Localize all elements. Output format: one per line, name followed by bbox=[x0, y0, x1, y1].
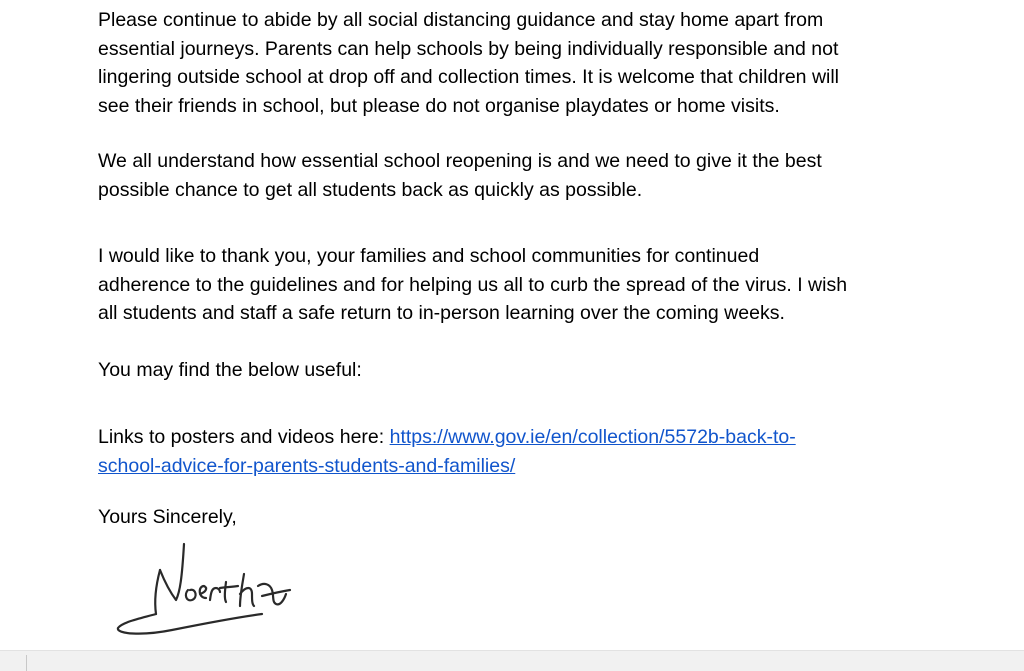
links-prefix: Links to posters and videos here: bbox=[98, 426, 390, 448]
bottom-status-bar bbox=[0, 650, 1024, 671]
text-line: You may find the below useful: bbox=[98, 359, 362, 381]
text-line: essential journeys. Parents can help schools by being individually responsible and not bbox=[98, 37, 839, 60]
text-line: I would like to thank you, your families and school communities for continued bbox=[98, 245, 760, 267]
paragraph-social-distancing bbox=[98, 6, 958, 120]
text-line bbox=[98, 452, 958, 481]
text-line: We all understand how essential school reopening is and we need to give it the best bbox=[98, 150, 822, 172]
paragraph-useful bbox=[98, 356, 958, 385]
paragraph-links bbox=[98, 423, 958, 480]
text-line: possible chance to get all students back as quickly as possible. bbox=[98, 178, 643, 201]
bottom-bar-divider bbox=[26, 655, 27, 671]
closing-text bbox=[98, 503, 958, 532]
paragraph-thanks bbox=[98, 242, 958, 328]
text-line: Please continue to abide by all social distancing guidance and stay home apart from bbox=[98, 9, 824, 31]
gov-link-part2[interactable]: school-advice-for-parents-students-and-families/ bbox=[98, 454, 516, 477]
text-line: adherence to the guidelines and for helping us all to curb the spread of the virus. I wish bbox=[98, 273, 848, 296]
signature-image bbox=[112, 530, 312, 642]
text-line bbox=[98, 423, 958, 452]
text-line: see their friends in school, but please do not organise playdates or home visits. bbox=[98, 94, 780, 117]
paragraph-school-reopening bbox=[98, 147, 958, 204]
text-line: lingering outside school at drop off and collection times. It is welcome that children will bbox=[98, 66, 840, 88]
text-line: Yours Sincerely, bbox=[98, 506, 237, 528]
text-line: all students and staff a safe return to in-person learning over the coming weeks. bbox=[98, 302, 785, 324]
gov-link-part1[interactable]: https://www.gov.ie/en/collection/5572b-back-to- bbox=[389, 426, 796, 448]
